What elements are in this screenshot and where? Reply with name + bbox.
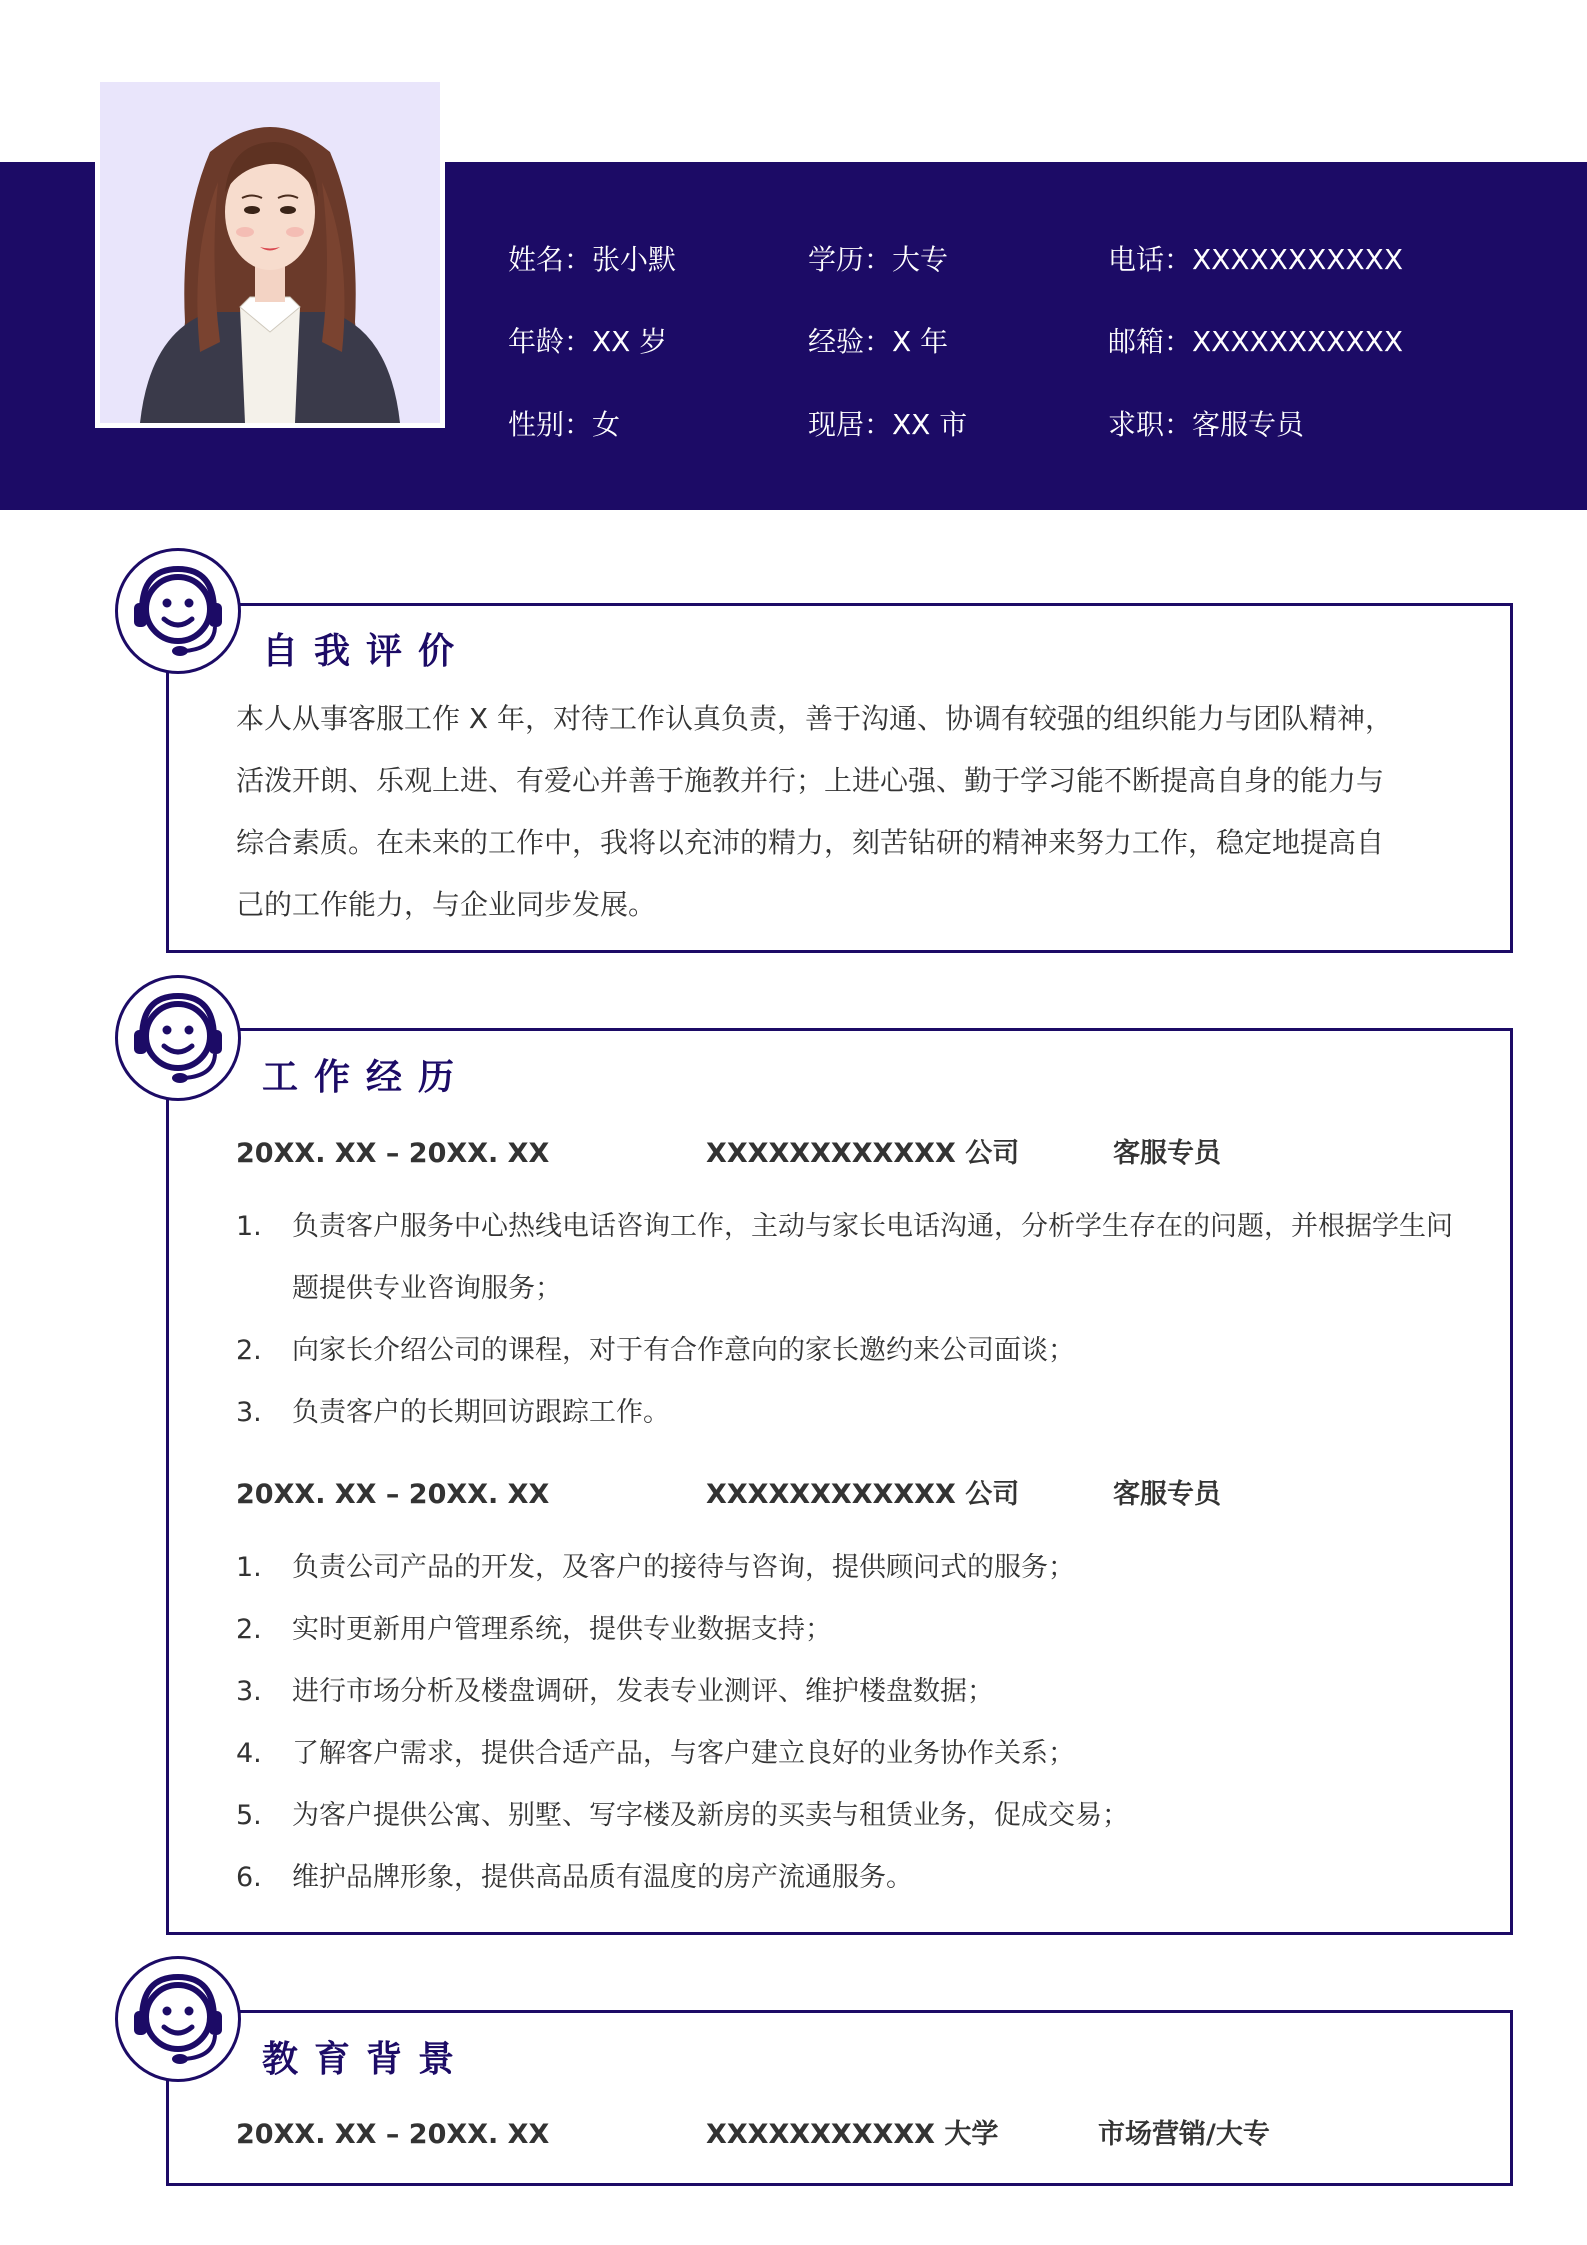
- duty-number: 2.: [236, 1335, 262, 1366]
- headset-icon: [115, 975, 241, 1101]
- duty-item: [236, 1599, 1472, 1661]
- info-age: 年龄：XX 岁: [508, 325, 668, 358]
- education-school: XXXXXXXXXXX 大学: [706, 2119, 999, 2150]
- self-evaluation-line: 己的工作能力，与企业同步发展。: [236, 888, 657, 921]
- duty-number: 4.: [236, 1738, 262, 1769]
- duty-number: 6.: [236, 1862, 262, 1893]
- duty-text: 进行市场分析及楼盘调研，发表专业测评、维护楼盘数据；: [292, 1676, 994, 1707]
- self-evaluation-title: 自我评价: [262, 631, 471, 672]
- avatar-illustration: [100, 82, 440, 423]
- duty-item: [236, 1196, 1472, 1320]
- self-evaluation-line: 本人从事客服工作 X 年，对待工作认真负责，善于沟通、协调有较强的组织能力与团队精神，: [236, 702, 1393, 735]
- education-section: [166, 2010, 1513, 2186]
- info-location: 现居：XX 市: [808, 408, 968, 441]
- duty-item: [236, 1785, 1472, 1847]
- duty-number: 3.: [236, 1397, 262, 1428]
- duty-text: 了解客户需求，提供合适产品，与客户建立良好的业务协作关系；: [292, 1738, 1075, 1769]
- duty-text: 负责客户服务中心热线电话咨询工作，主动与家长电话沟通，分析学生存在的问题，并根据学生问题提供专业咨询服务；: [292, 1211, 1453, 1304]
- headset-icon: [115, 1956, 241, 2082]
- education-title: 教育背景: [262, 2039, 471, 2080]
- duty-number: 3.: [236, 1676, 262, 1707]
- info-gender: 性别：女: [508, 408, 621, 441]
- job-duty-list: [236, 1537, 1472, 1909]
- self-evaluation-text: [236, 688, 1472, 936]
- duty-text: 实时更新用户管理系统，提供专业数据支持；: [292, 1614, 832, 1645]
- duty-number: 1.: [236, 1211, 262, 1242]
- info-experience: 经验：X 年: [808, 325, 949, 358]
- info-objective: 求职：客服专员: [1108, 408, 1305, 441]
- self-evaluation-line: 综合素质。在未来的工作中，我将以充沛的精力，刻苦钻研的精神来努力工作，稳定地提高自: [236, 826, 1385, 859]
- info-email: 邮箱：XXXXXXXXXXX: [1108, 325, 1403, 358]
- duty-number: 2.: [236, 1614, 262, 1645]
- job-period: 20XX. XX – 20XX. XX: [236, 1138, 550, 1169]
- duty-number: 5.: [236, 1800, 262, 1831]
- duty-text: 向家长介绍公司的课程，对于有合作意向的家长邀约来公司面谈；: [292, 1335, 1075, 1366]
- info-education: 学历：大专: [808, 243, 949, 276]
- info-name: 姓名：张小默: [508, 243, 677, 276]
- duty-item: [236, 1382, 1472, 1444]
- job-company: XXXXXXXXXXXX 公司: [706, 1479, 1020, 1510]
- duty-number: 1.: [236, 1552, 262, 1583]
- duty-item: [236, 1847, 1472, 1909]
- job-duty-list: [236, 1196, 1472, 1444]
- duty-item: [236, 1537, 1472, 1599]
- job-period: 20XX. XX – 20XX. XX: [236, 1479, 550, 1510]
- info-phone: 电话：XXXXXXXXXXX: [1108, 243, 1403, 276]
- work-experience-title: 工作经历: [262, 1057, 471, 1098]
- job-position: 客服专员: [1113, 1138, 1221, 1169]
- duty-item: [236, 1723, 1472, 1785]
- job-position: 客服专员: [1113, 1479, 1221, 1510]
- duty-text: 维护品牌形象，提供高品质有温度的房产流通服务。: [292, 1862, 913, 1893]
- education-major: 市场营销/大专: [1098, 2119, 1270, 2150]
- self-evaluation-line: 活泼开朗、乐观上进、有爱心并善于施教并行；上进心强、勤于学习能不断提高自身的能力与: [236, 764, 1385, 797]
- duty-item: [236, 1320, 1472, 1382]
- profile-photo: [95, 80, 445, 428]
- duty-text: 负责公司产品的开发，及客户的接待与咨询，提供顾问式的服务；: [292, 1552, 1075, 1583]
- duty-text: 为客户提供公寓、别墅、写字楼及新房的买卖与租赁业务，促成交易；: [292, 1800, 1129, 1831]
- duty-item: [236, 1661, 1472, 1723]
- headset-icon: [115, 548, 241, 674]
- duty-text: 负责客户的长期回访跟踪工作。: [292, 1397, 670, 1428]
- education-period: 20XX. XX – 20XX. XX: [236, 2119, 550, 2150]
- job-company: XXXXXXXXXXXX 公司: [706, 1138, 1020, 1169]
